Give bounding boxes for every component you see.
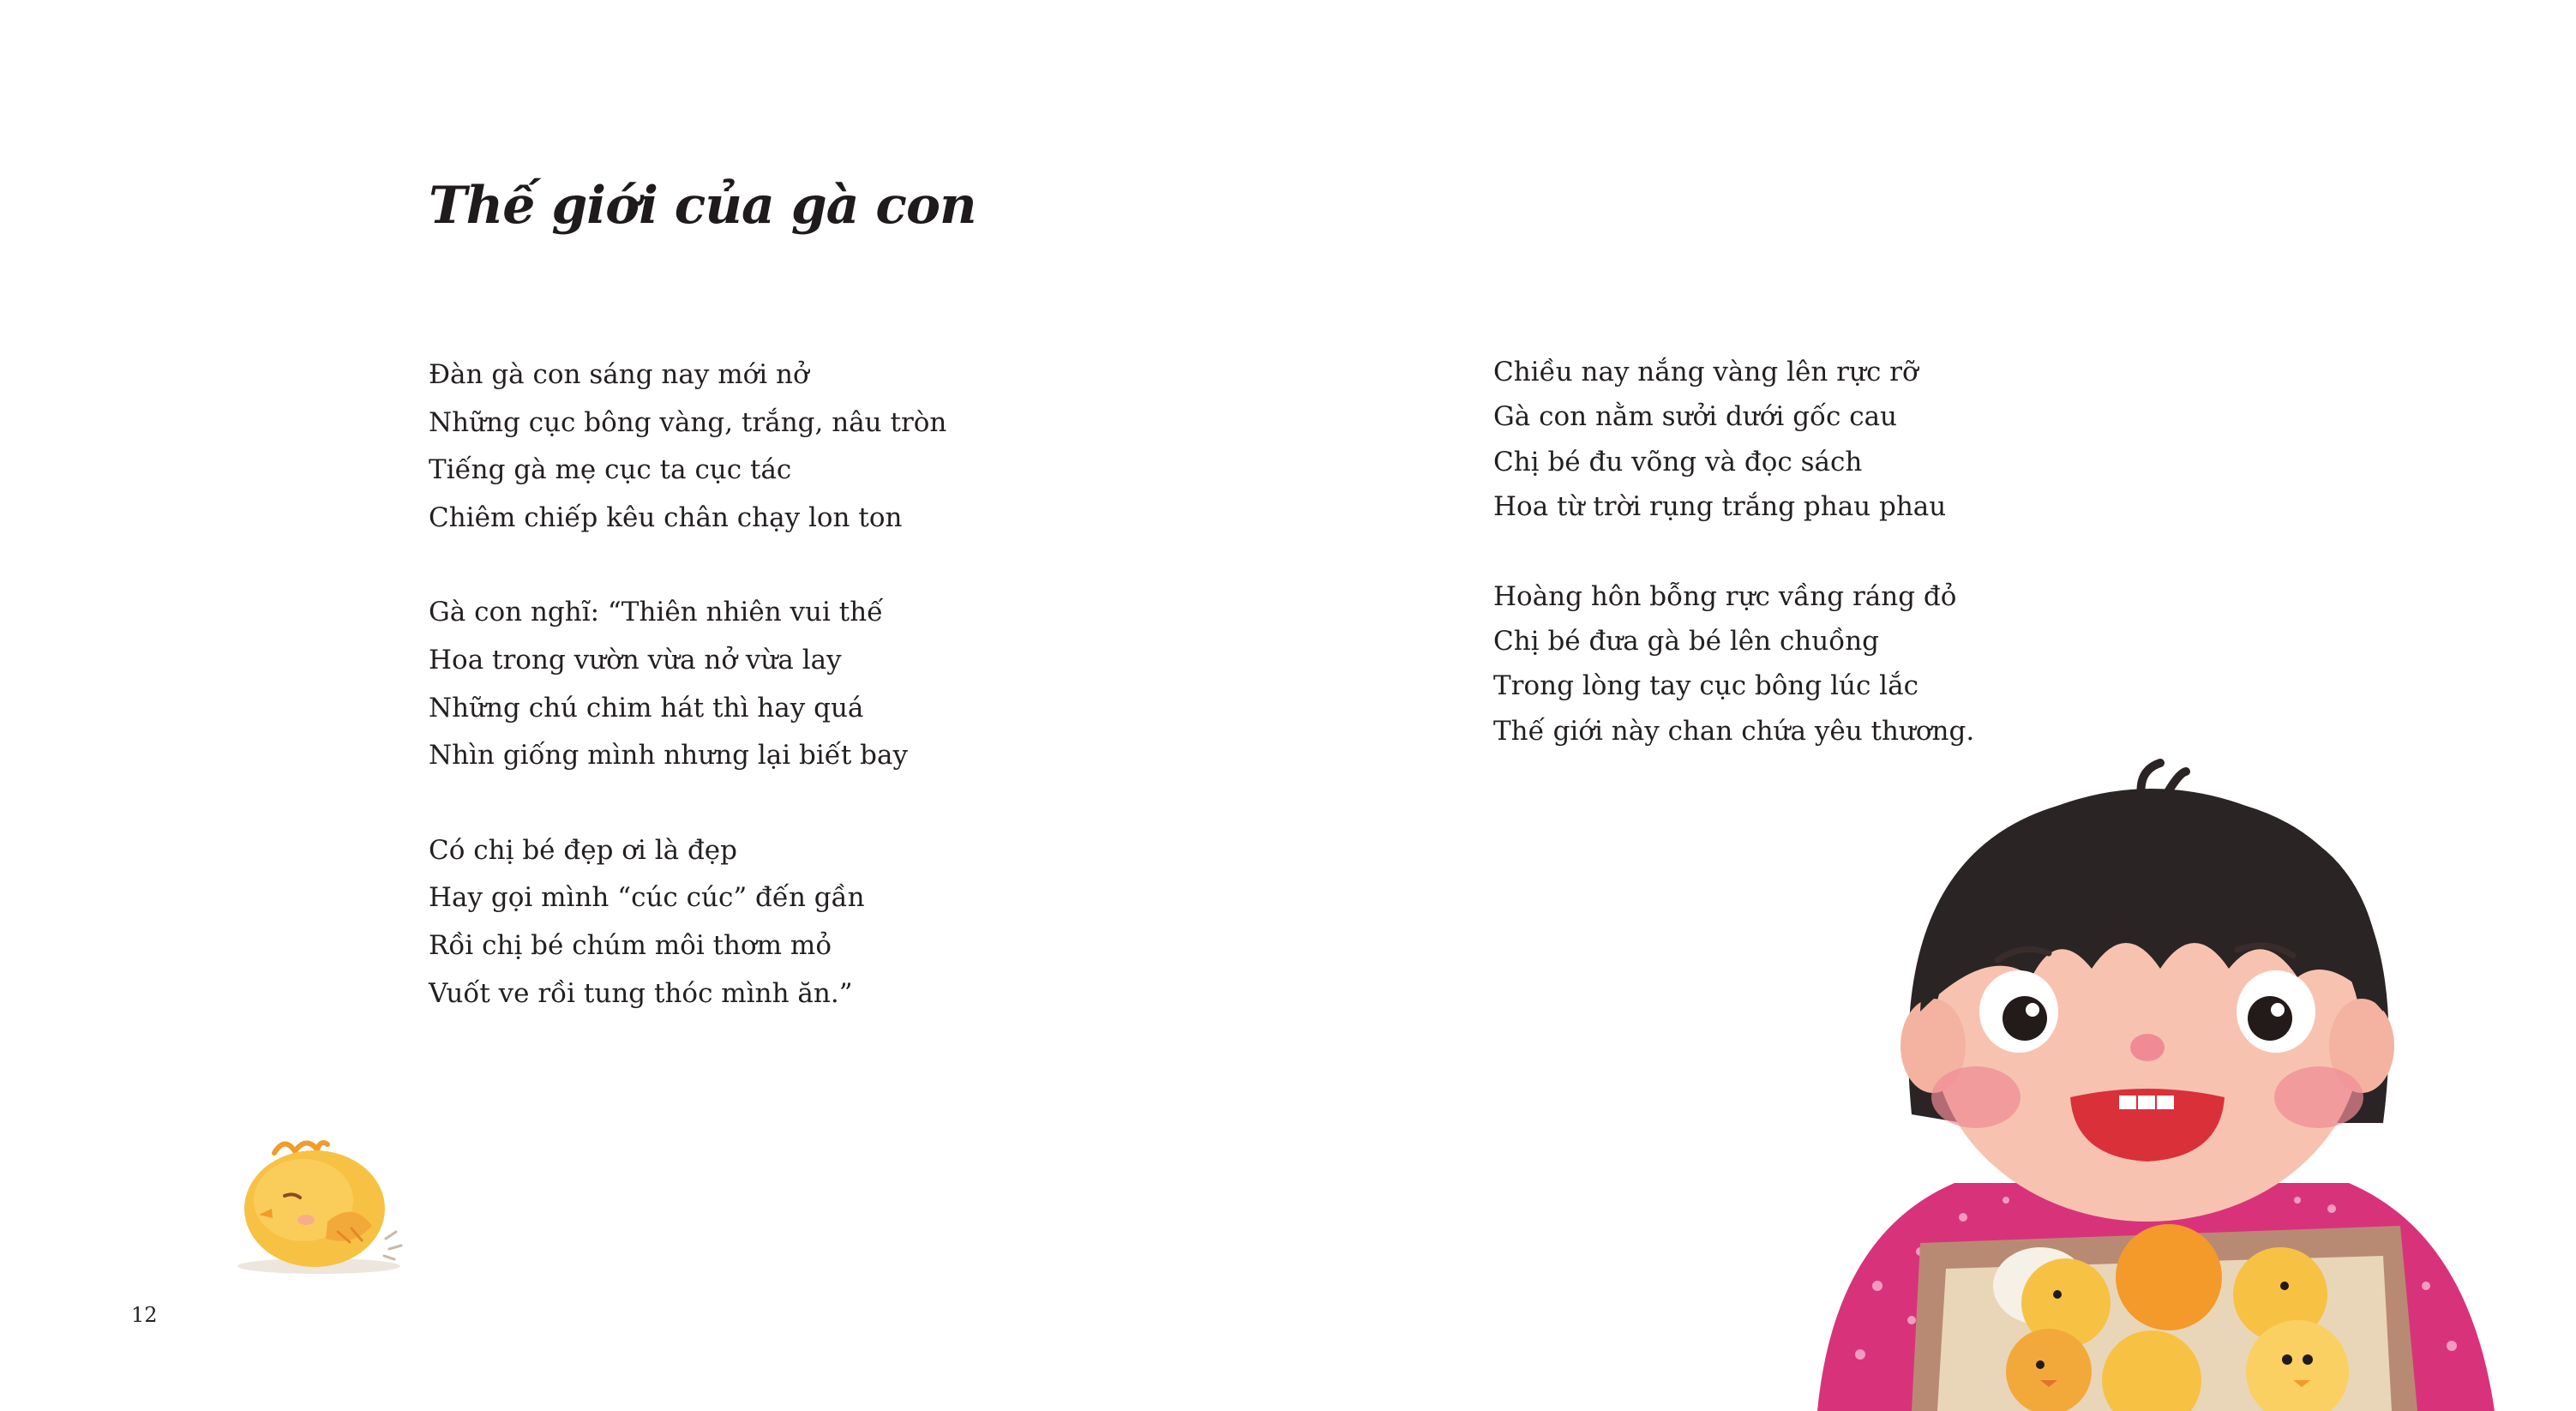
poem-line: Vuốt ve rồi tung thóc mình ăn.” [429,977,853,1009]
poem-line: Những chú chim hát thì hay quá [429,692,864,724]
poem-line: Nhìn giống mình nhưng lại biết bay [429,740,909,772]
poem-line: Hoa từ trời rụng trắng phau phau [1493,491,1947,523]
stanza [1493,350,2351,530]
poem-line: Chiêm chiếp kêu chân chạy lon ton [429,501,903,533]
poem-title: Thế giới của gà con [429,176,976,236]
motion-lines [384,1232,401,1259]
poem-line: Trong lòng tay cục bông lúc lắc [1493,670,1918,702]
sleeping-chick-illustration [225,1119,413,1282]
page-number: 12 [131,1303,158,1327]
poem-line: Tiếng gà mẹ cục ta cục tác [429,454,792,486]
poem-line: Gà con nằm sưởi dưới gốc cau [1493,401,1898,433]
nose [2130,1034,2165,1061]
poem-line: Thế giới này chan chứa yêu thương. [1493,715,1975,747]
poem-line: Chiều nay nắng vàng lên rực rỡ [1493,357,1918,387]
left-eye [1979,970,2058,1053]
poem-line: Hoa trong vườn vừa nở vừa lay [429,644,842,675]
right-cheek [2274,1066,2363,1128]
right-eye [2237,970,2315,1053]
chicks-in-basket [1993,1224,2349,1411]
poem-line: Chị bé đưa gà bé lên chuồng [1493,626,1880,657]
poem-line: Hay gọi mình “cúc cúc” đến gần [429,882,865,914]
poem-left-column [429,351,1372,1065]
stanza [1493,574,2351,754]
poem-line: Gà con nghĩ: “Thiên nhiên vui thế [429,597,884,628]
left-cheek [1931,1066,2021,1128]
poem-right-column [1493,350,2351,798]
stanza [429,827,1372,1018]
poem-line: Chị bé đu võng và đọc sách [1493,446,1863,477]
poem-line: Đàn gà con sáng nay mới nở [429,359,809,390]
poem-line: Hoàng hôn bỗng rực vầng ráng đỏ [1493,580,1957,612]
stanza [429,589,1372,779]
stanza [429,351,1372,542]
poem-line: Có chị bé đẹp ơi là đẹp [429,834,737,866]
girl-with-chicks-illustration [1783,754,2512,1411]
poem-line: Những cục bông vàng, trắng, nâu tròn [429,406,947,438]
poem-line: Rồi chị bé chúm môi thơm mỏ [429,929,832,961]
